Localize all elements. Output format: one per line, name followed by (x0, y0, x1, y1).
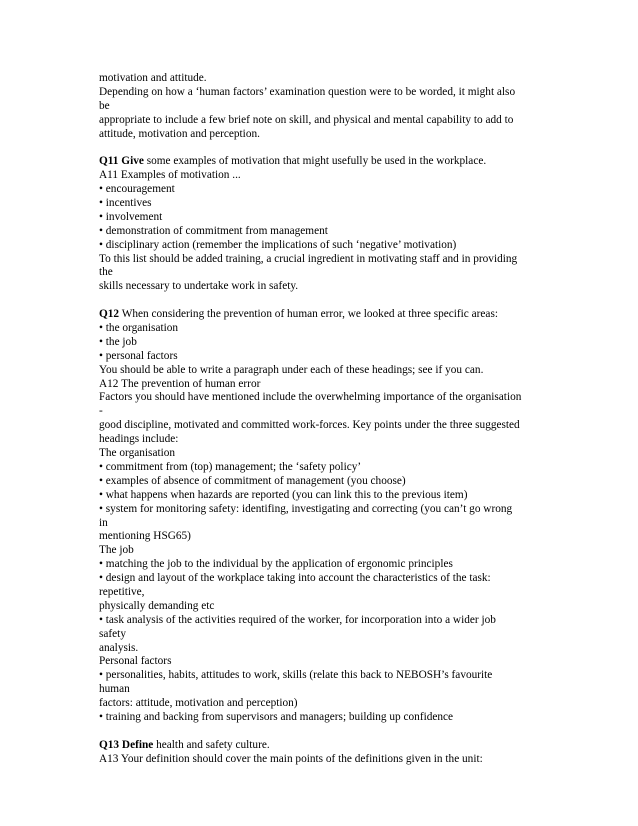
text-line: • commitment from (top) management; the ‘safety policy’ (99, 460, 362, 473)
q12-question-text: When considering the prevention of human error, we looked at three specific areas: (119, 308, 498, 321)
text-line: • disciplinary action (remember the implications of such ‘negative’ motivation) (99, 238, 457, 251)
q12-label: Q12 (99, 308, 120, 321)
q11-question (99, 155, 549, 169)
text-line: • personalities, habits, attitudes to work, skills (relate this back to NEBOSH’s favourite (99, 669, 493, 682)
text-line: motivation and attitude. (99, 72, 207, 84)
text-line: human (99, 683, 130, 696)
q11-question-text: some examples of motivation that might usefully be used in the workplace. (143, 155, 487, 168)
q12-question (99, 308, 549, 322)
text-line: The job (99, 544, 134, 557)
q11-answer (99, 169, 549, 294)
text-line: • examples of absence of commitment of management (you choose) (99, 474, 406, 487)
text-line: physically demanding etc (99, 599, 215, 612)
intro-paragraph (99, 72, 549, 141)
text-line: • training and backing from supervisors and managers; building up confidence (99, 710, 454, 723)
text-line: mentioning HSG65) (99, 530, 191, 543)
text-line: • system for monitoring safety: identifing, investigating and correcting (you can’t go wrong (99, 502, 513, 515)
q13-question-text: health and safety culture. (153, 738, 270, 751)
text-line: the (99, 266, 113, 279)
q13-verb: Define (121, 738, 154, 751)
text-line: skills necessary to undertake work in safety. (99, 280, 299, 293)
text-line: The organisation (99, 447, 176, 460)
text-line: • task analysis of the activities required of the worker, for incorporation into a wider job (99, 613, 496, 626)
q13-label: Q13 (99, 738, 120, 751)
q12-answer (99, 322, 549, 725)
text-line: attitude, motivation and perception. (99, 127, 260, 140)
text-line: • what happens when hazards are reported (you can link this to the previous item) (99, 488, 468, 501)
text-line: safety (99, 627, 126, 640)
text-line: You should be able to write a paragraph under each of these headings; see if you can. (99, 363, 484, 376)
text-line: • demonstration of commitment from management (99, 224, 328, 237)
text-line: • personal factors (99, 349, 178, 362)
text-line: be (99, 99, 110, 112)
text-line: A13 Your definition should cover the main points of the definitions given in the unit: (99, 752, 483, 765)
text-line: • incentives (99, 197, 152, 210)
text-line: appropriate to include a few brief note on skill, and physical and mental capability to add to (99, 113, 514, 126)
text-line: A12 The prevention of human error (99, 377, 261, 390)
q11-verb: Give (121, 155, 144, 168)
spacer (99, 725, 549, 739)
text-line: analysis. (99, 641, 139, 654)
text-line: Factors you should have mentioned include the overwhelming importance of the organisation (99, 391, 522, 404)
text-line: A11 Examples of motivation ... (99, 169, 241, 182)
text-line: Depending on how a ‘human factors’ examination question were to be worded, it might also (99, 85, 516, 98)
q13-answer (99, 753, 549, 767)
q11-label: Q11 (99, 155, 119, 168)
text-line: repetitive, (99, 585, 145, 598)
text-line: - (99, 405, 103, 418)
text-line: • design and layout of the workplace taking into account the characteristics of the task: (99, 572, 491, 585)
text-line: factors: attitude, motivation and perception) (99, 697, 298, 710)
text-line: headings include: (99, 433, 179, 446)
text-line: • matching the job to the individual by the application of ergonomic principles (99, 558, 453, 571)
text-line: • encouragement (99, 183, 175, 196)
spacer (99, 141, 549, 155)
text-line: • the job (99, 335, 137, 348)
q13-question (99, 739, 549, 753)
text-line: • involvement (99, 210, 163, 223)
document-page (99, 72, 549, 767)
spacer (99, 294, 549, 308)
text-line: good discipline, motivated and committed work-forces. Key points under the three suggested (99, 419, 520, 432)
text-line: Personal factors (99, 655, 172, 668)
text-line: To this list should be added training, a crucial ingredient in motivating staff and in providing (99, 252, 518, 265)
text-line: • the organisation (99, 322, 179, 335)
text-line: in (99, 516, 108, 529)
